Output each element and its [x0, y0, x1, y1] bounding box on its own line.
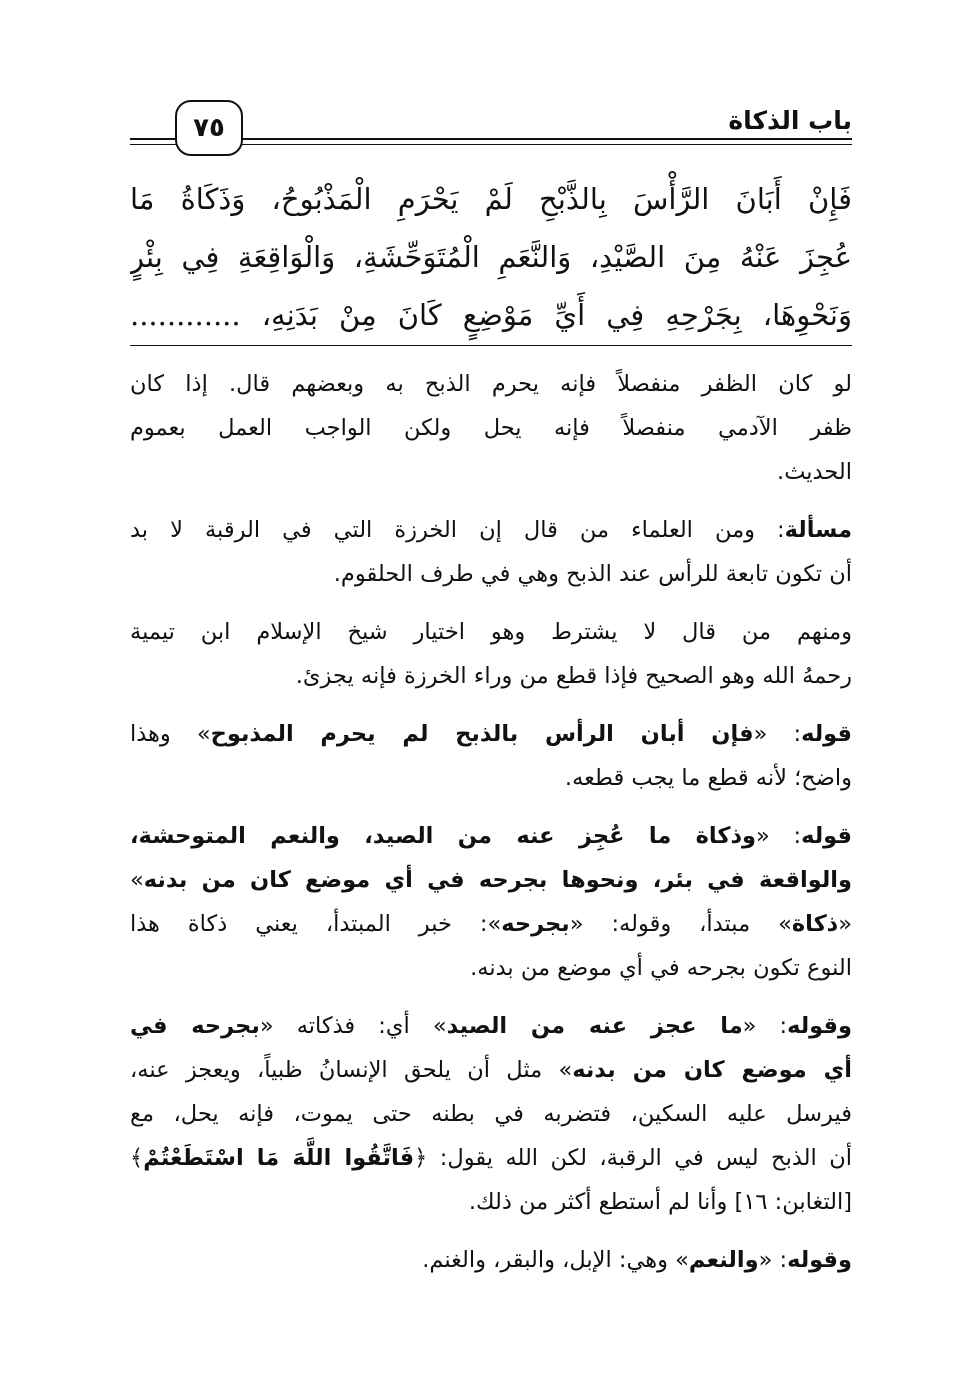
text-run: : «	[753, 721, 802, 747]
commentary-paragraph	[130, 508, 852, 596]
text-line	[130, 1180, 852, 1224]
commentary-paragraph	[130, 1238, 852, 1282]
bold-run: فإن أبان الرأس بالذبح لم يحرم المذبوح	[210, 721, 754, 747]
text-line	[130, 814, 852, 858]
text-run: النوع تكون بجرحه في أي موضع من بدنه.	[470, 955, 852, 981]
matn-divider	[130, 345, 852, 346]
text-run: الحديث.	[777, 459, 852, 485]
text-line	[130, 756, 852, 800]
text-run: ومنهم من قال لا يشترط وهو اختيار شيخ الإسلام ابن تيمية	[130, 619, 852, 645]
bold-run: قوله	[801, 823, 852, 849]
text-line	[130, 1004, 852, 1048]
text-run: ظفر الآدمي منفصلاً فإنه يحل ولكن الواجب العمل بعموم	[130, 415, 852, 441]
text-run: » مثل أن يلحق الإنسانُ ظبياً، ويعجز عنه،	[130, 1057, 573, 1083]
text-line	[130, 1136, 852, 1180]
text-line	[130, 902, 852, 946]
bold-run: ذكاة	[791, 911, 839, 937]
text-run: رحمهُ الله وهو الصحيح فإذا قطع من وراء الخرزة فإنه يجزئ.	[295, 663, 852, 689]
bold-run: أي موضع كان من بدنه	[572, 1057, 852, 1083]
bold-run: ما عجز عنه من الصيد	[446, 1013, 743, 1039]
text-line	[130, 552, 852, 596]
text-run: : «	[742, 1013, 788, 1039]
text-line	[130, 858, 852, 902]
text-line	[130, 654, 852, 698]
page-header	[130, 100, 852, 158]
text-line	[130, 450, 852, 494]
bold-run: وقوله	[787, 1247, 852, 1273]
text-run: واضح؛ لأنه قطع ما يجب قطعه.	[564, 765, 852, 791]
matn-line: عُجِزَ عَنْهُ مِنَ الصَّيْدِ، وَالنَّعَمِ الْمُتَوَحِّشَةِ، وَالْوَاقِعَةِ فِي بِئْرٍ	[130, 240, 852, 274]
text-run: أن تكون تابعة للرأس عند الذبح وهي في طرف الحلقوم.	[333, 561, 852, 587]
text-run: [التغابن: ١٦] وأنا لم أستطع أكثر من ذلك.	[468, 1189, 852, 1215]
text-run: »	[130, 867, 144, 893]
commentary-paragraph	[130, 712, 852, 800]
text-run: : «	[756, 823, 802, 849]
text-line	[130, 712, 852, 756]
text-run: ﴾	[130, 1145, 144, 1171]
text-line	[130, 362, 852, 406]
text-line	[130, 508, 852, 552]
text-run: «	[838, 911, 852, 937]
text-run: » أي: فذكاته «	[259, 1013, 447, 1039]
bold-run: والنعم	[688, 1247, 759, 1273]
bold-run: وذكاة ما عُجِز عنه من الصيد، والنعم المتوحشة،	[130, 823, 756, 849]
text-line	[130, 1092, 852, 1136]
text-run: فيرسل عليه السكين، فتضربه في بطنه حتى يموت، فإنه يحل، مع	[130, 1101, 852, 1127]
bold-run: بجرحه في	[130, 1013, 260, 1039]
text-run: » وهذا	[130, 721, 211, 747]
chapter-title: باب الذكاة	[728, 106, 852, 135]
text-run: » مبتدأ، وقوله: «	[569, 911, 792, 937]
commentary-paragraph	[130, 814, 852, 990]
text-line	[130, 1238, 852, 1282]
text-line	[130, 946, 852, 990]
bold-run: مسألة	[784, 517, 852, 543]
text-line	[130, 610, 852, 654]
text-run: »: خبر المبتدأ، يعني ذكاة هذا	[130, 911, 502, 937]
matn-line: فَإِنْ أَبَانَ الرَّأْسَ بِالذَّبْحِ لَمْ يَحْرَمِ الْمَذْبُوحُ، وَذَكَاةُ مَا	[130, 182, 852, 216]
matn-text	[130, 170, 852, 344]
page-number: ٧٥	[175, 100, 243, 156]
bold-run: فَاتَّقُوا اللَّهَ مَا اسْتَطَعْتُمْ	[143, 1145, 415, 1171]
bold-run: قوله	[801, 721, 852, 747]
bold-run: بجرحه	[501, 911, 570, 937]
bold-run: والواقعة في بئر، ونحوها بجرحه في أي موضع كان من بدنه	[143, 867, 852, 893]
commentary-paragraph	[130, 362, 852, 494]
text-run: أن الذبح ليس في الرقبة، لكن الله يقول: ﴿	[414, 1145, 852, 1171]
bold-run: وقوله	[787, 1013, 852, 1039]
matn-line: وَنَحْوِهَا، بِجَرْحِهِ فِي أَيِّ مَوْضِعٍ كَانَ مِنْ بَدَنِهِ، ............	[130, 298, 852, 332]
text-run: » وهي: الإبل، والبقر، والغنم.	[422, 1247, 689, 1273]
commentary-body	[130, 362, 852, 1282]
text-line	[130, 406, 852, 450]
text-line	[130, 1048, 852, 1092]
commentary-paragraph	[130, 1004, 852, 1224]
text-run: : ومن العلماء من قال إن الخرزة التي في الرقبة لا بد	[130, 517, 785, 543]
text-run: لو كان الظفر منفصلاً فإنه يحرم الذبح به وبعضهم قال. إذا كان	[130, 371, 852, 397]
commentary-paragraph	[130, 610, 852, 698]
text-run: : «	[758, 1247, 788, 1273]
